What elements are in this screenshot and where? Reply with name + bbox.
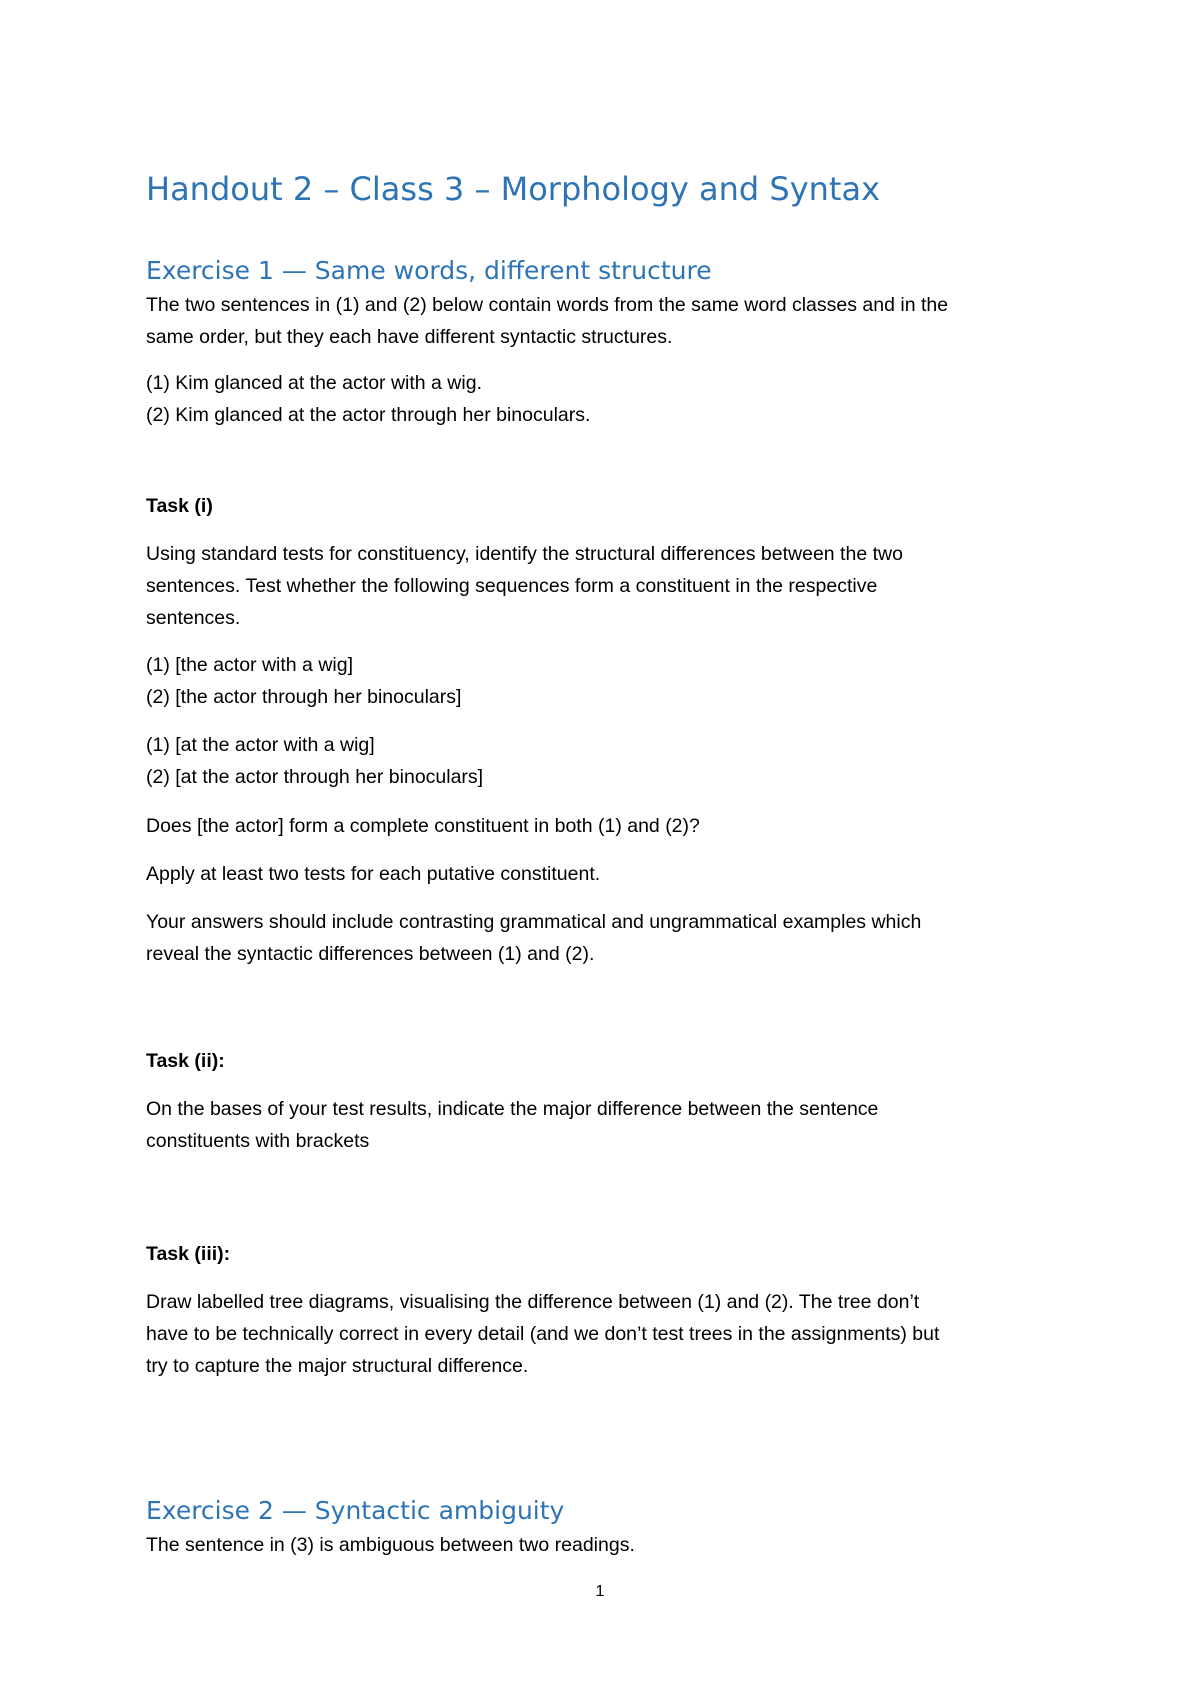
paragraph-line: Your answers should include contrasting grammatical and ungrammatical examples which bbox=[146, 911, 922, 933]
paragraph-line: constituents with brackets bbox=[146, 1130, 370, 1152]
task-3-label: Task (iii): bbox=[146, 1243, 231, 1265]
sequence-2: (2) [the actor through her binoculars] bbox=[146, 686, 462, 708]
task-1-question: Does [the actor] form a complete constituent in both (1) and (2)? bbox=[146, 815, 700, 837]
paragraph-line: Using standard tests for constituency, identify the structural differences between the two bbox=[146, 543, 903, 565]
example-1: (1) Kim glanced at the actor with a wig. bbox=[146, 372, 482, 394]
exercise-1-heading: Exercise 1 — Same words, different structure bbox=[146, 256, 712, 285]
page-title: Handout 2 – Class 3 – Morphology and Syntax bbox=[146, 170, 881, 208]
sequence-1: (1) [at the actor with a wig] bbox=[146, 734, 375, 756]
task-2-label: Task (ii): bbox=[146, 1050, 225, 1072]
task-1-body bbox=[146, 538, 1066, 634]
page-number: 1 bbox=[595, 1583, 605, 1600]
paragraph-line: same order, but they each have different syntactic structures. bbox=[146, 326, 673, 348]
paragraph-line: sentences. bbox=[146, 607, 241, 629]
sequences-group-b bbox=[146, 729, 1066, 793]
exercise-2-intro: The sentence in (3) is ambiguous between two readings. bbox=[146, 1534, 635, 1556]
exercise-1-intro bbox=[146, 289, 1066, 353]
paragraph-line: Draw labelled tree diagrams, visualising the difference between (1) and (2). The tree don’t bbox=[146, 1291, 920, 1313]
sequence-1: (1) [the actor with a wig] bbox=[146, 654, 353, 676]
exercise-2-heading: Exercise 2 — Syntactic ambiguity bbox=[146, 1496, 565, 1525]
paragraph-line: sentences. Test whether the following sequences form a constituent in the respective bbox=[146, 575, 878, 597]
sequences-group-a bbox=[146, 649, 1066, 713]
task-1-instruction: Apply at least two tests for each putative constituent. bbox=[146, 863, 601, 885]
sequence-2: (2) [at the actor through her binoculars] bbox=[146, 766, 484, 788]
task-3-body bbox=[146, 1286, 1066, 1382]
paragraph-line: try to capture the major structural difference. bbox=[146, 1355, 529, 1377]
task-1-answer-note bbox=[146, 906, 1066, 970]
paragraph-line: reveal the syntactic differences between (1) and (2). bbox=[146, 943, 595, 965]
paragraph-line: On the bases of your test results, indicate the major difference between the sentence bbox=[146, 1098, 879, 1120]
task-1-label: Task (i) bbox=[146, 495, 213, 517]
task-2-body bbox=[146, 1093, 1066, 1157]
example-2: (2) Kim glanced at the actor through her binoculars. bbox=[146, 404, 591, 426]
paragraph-line: The two sentences in (1) and (2) below contain words from the same word classes and in the bbox=[146, 294, 949, 316]
paragraph-line: have to be technically correct in every detail (and we don’t test trees in the assignments) but bbox=[146, 1323, 940, 1345]
example-sentences bbox=[146, 367, 1066, 431]
